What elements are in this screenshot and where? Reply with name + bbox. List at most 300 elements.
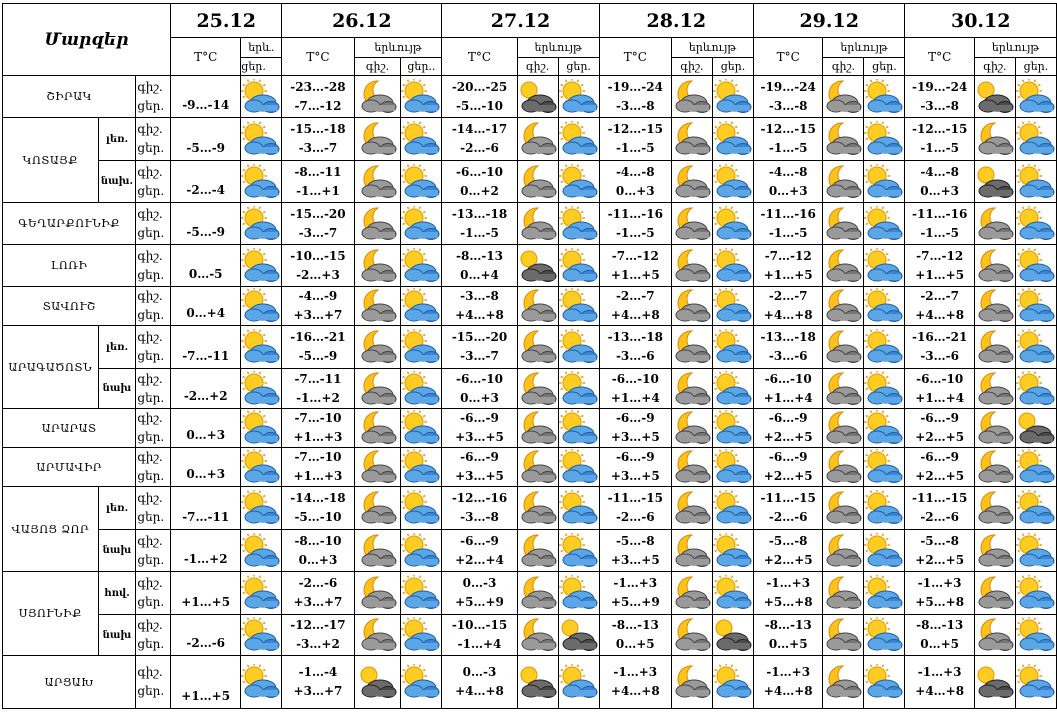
day-temp: +2…+4 <box>455 552 504 567</box>
weather-cell <box>823 369 864 409</box>
day-temp: +5…+9 <box>610 595 660 609</box>
weather-cell <box>517 409 558 448</box>
moon-cloud-icon <box>672 543 712 557</box>
moon-cloud-icon <box>975 132 1015 146</box>
weather-cell <box>712 448 753 487</box>
sun-cloud-icon <box>401 501 441 515</box>
weather-cell <box>558 487 599 530</box>
sun-dark-cloud-icon <box>975 89 1015 103</box>
weather-cell <box>558 656 599 709</box>
temp-range <box>753 572 822 615</box>
temp-range <box>905 572 974 615</box>
day-label: ցեր. <box>137 267 165 282</box>
weather-cell <box>401 530 442 572</box>
weather-cell <box>401 448 442 487</box>
temp-range <box>282 530 354 572</box>
sun-cloud-icon <box>559 543 599 557</box>
weather-cell <box>864 487 905 530</box>
weather-cell <box>354 203 401 245</box>
temp-range <box>905 245 974 287</box>
night-temp: -1…+3 <box>613 665 658 679</box>
sun-dark-cloud-icon <box>1016 421 1056 435</box>
temp-range <box>599 530 671 572</box>
period-labels <box>136 448 171 487</box>
moon-cloud-icon <box>358 460 398 474</box>
region-subzone: նախ <box>98 369 136 409</box>
moon-cloud-icon <box>358 628 398 642</box>
day-temp: +4…+8 <box>763 684 813 698</box>
sun-cloud-icon <box>1016 89 1056 103</box>
temp-range <box>599 326 671 369</box>
temp-range <box>599 572 671 615</box>
day-label: ցեր. <box>137 183 165 198</box>
night-temp: -19…-24 <box>607 79 663 94</box>
weather-cell <box>1015 369 1056 409</box>
night-temp: -11…-15 <box>607 491 663 505</box>
region-subzone: լեռ. <box>98 326 136 369</box>
weather-cell <box>864 203 905 245</box>
weather-cell <box>864 615 905 656</box>
temp-range <box>282 409 354 448</box>
sun-cloud-icon <box>713 89 753 103</box>
region-row <box>3 487 1057 530</box>
sun-cloud-icon <box>864 381 904 395</box>
sun-cloud-icon <box>241 543 281 557</box>
day-temp: -3…-8 <box>768 98 808 113</box>
temp-range <box>599 487 671 530</box>
temp-range <box>753 326 822 369</box>
temp-range <box>442 448 517 487</box>
forecast-table <box>2 3 1057 709</box>
temp-range <box>753 245 822 287</box>
day-temp: -1…+4 <box>457 637 502 651</box>
day-label: ցեր. <box>137 637 165 651</box>
temp-range <box>282 326 354 369</box>
sun-cloud-icon <box>401 89 441 103</box>
night-temp: -1…+3 <box>766 665 811 679</box>
moon-cloud-icon <box>518 460 558 474</box>
weather-cell <box>354 530 401 572</box>
weather-cell <box>517 448 558 487</box>
night-temp: -6…-10 <box>456 371 504 386</box>
day-temp: +1…+5 <box>610 267 660 282</box>
moon-cloud-icon <box>358 258 398 272</box>
day-label: ցեր. <box>137 98 165 113</box>
sun-dark-cloud-icon <box>559 628 599 642</box>
temp-range <box>442 572 517 615</box>
night-temp: -12…-16 <box>451 491 508 505</box>
sun-cloud-icon <box>1016 299 1056 313</box>
night-temp: -1…+3 <box>917 576 962 590</box>
region-name: ՎԱՅՈՑ ՁՈՐ <box>3 487 99 572</box>
day-temp: +3…+5 <box>610 430 660 444</box>
sun-cloud-icon <box>241 381 281 395</box>
temp-range <box>905 615 974 656</box>
weather-cell <box>241 326 282 369</box>
weather-cell <box>517 572 558 615</box>
weather-cell <box>823 656 864 709</box>
temp-range <box>753 615 822 656</box>
temp-header: T°C <box>905 38 974 76</box>
weather-cell <box>354 161 401 203</box>
sun-cloud-icon <box>241 586 281 600</box>
moon-cloud-icon <box>518 543 558 557</box>
sun-cloud-icon <box>559 675 599 689</box>
night-temp: -6…-9 <box>920 411 959 425</box>
weather-cell <box>671 203 712 245</box>
temp-range <box>905 487 974 530</box>
weather-cell <box>712 161 753 203</box>
weather-cell <box>401 656 442 709</box>
moon-cloud-icon <box>518 216 558 230</box>
day-temp: -5…-10 <box>456 98 504 113</box>
weather-cell <box>974 656 1015 709</box>
weather-cell <box>974 572 1015 615</box>
day-temp: -7…-12 <box>294 98 342 113</box>
day-temp: -2…-6 <box>920 510 959 524</box>
sun-cloud-icon <box>241 174 281 188</box>
night-temp: -8…-13 <box>916 618 964 632</box>
day-temp: -5…-10 <box>294 510 342 524</box>
weather-cell <box>974 487 1015 530</box>
weather-cell <box>517 369 558 409</box>
region-row <box>3 656 1057 709</box>
period-labels <box>136 487 171 530</box>
weather-cell <box>974 245 1015 287</box>
weather-cell <box>401 409 442 448</box>
weather-cell <box>974 161 1015 203</box>
sun-cloud-icon <box>401 586 441 600</box>
weather-cell <box>864 76 905 118</box>
sun-cloud-icon <box>713 340 753 354</box>
sun-cloud-icon <box>401 340 441 354</box>
weather-cell <box>241 203 282 245</box>
moon-cloud-icon <box>823 89 863 103</box>
weather-cell <box>558 76 599 118</box>
weather-cell <box>712 326 753 369</box>
weather-cell <box>671 161 712 203</box>
sun-cloud-icon <box>864 460 904 474</box>
weather-cell <box>823 203 864 245</box>
day-temp: 0…+3 <box>460 390 499 405</box>
moon-cloud-icon <box>358 299 398 313</box>
moon-cloud-icon <box>823 132 863 146</box>
day-temp: -3…-8 <box>460 510 499 524</box>
night-temp: -1…+3 <box>766 576 811 590</box>
temp-range <box>442 656 517 709</box>
weather-cell <box>974 530 1015 572</box>
sun-cloud-icon <box>241 675 281 689</box>
moon-cloud-icon <box>358 381 398 395</box>
region-name: ԱՐԱՐԱՏ <box>3 409 136 448</box>
sun-dark-cloud-icon <box>358 675 398 689</box>
night-temp: -8…-10 <box>294 533 342 548</box>
moon-cloud-icon <box>358 421 398 435</box>
sun-cloud-icon <box>401 675 441 689</box>
phenomenon-header: երևույթ <box>354 38 442 58</box>
temp-range <box>442 118 517 161</box>
night-label: գիշ. <box>137 411 163 425</box>
temp-range <box>442 409 517 448</box>
sun-cloud-icon <box>713 543 753 557</box>
weather-cell <box>823 572 864 615</box>
weather-cell <box>864 118 905 161</box>
temp-range <box>753 369 822 409</box>
day-temp: -3…-8 <box>920 98 959 113</box>
date-header: 26.12 <box>282 4 442 38</box>
temp-range <box>905 326 974 369</box>
moon-cloud-icon <box>823 299 863 313</box>
weather-cell <box>974 409 1015 448</box>
weather-cell <box>517 161 558 203</box>
night-label: գիշ. <box>137 618 163 632</box>
weather-cell <box>401 161 442 203</box>
sun-cloud-icon <box>401 460 441 474</box>
region-row <box>3 615 1057 656</box>
temp-range <box>599 448 671 487</box>
night-temp: -7…-12 <box>611 248 659 263</box>
moon-cloud-icon <box>823 174 863 188</box>
sun-cloud-icon <box>1016 543 1056 557</box>
temp-range <box>905 76 974 118</box>
weather-cell <box>401 118 442 161</box>
moon-cloud-icon <box>672 586 712 600</box>
weather-cell <box>671 326 712 369</box>
night-temp: -6…-9 <box>768 411 808 425</box>
temp-range <box>282 487 354 530</box>
sun-cloud-icon <box>864 132 904 146</box>
moon-cloud-icon <box>975 421 1015 435</box>
date-header: 27.12 <box>442 4 599 38</box>
day-label: ցեր. <box>137 510 165 524</box>
weather-cell <box>1015 118 1056 161</box>
night-temp: -6…-9 <box>615 411 655 425</box>
day-label: ցեր. <box>137 390 165 405</box>
region-row <box>3 369 1057 409</box>
weather-cell <box>558 369 599 409</box>
moon-cloud-icon <box>975 460 1015 474</box>
moon-cloud-icon <box>823 216 863 230</box>
region-row <box>3 572 1057 615</box>
period-labels <box>136 572 171 615</box>
moon-cloud-icon <box>823 501 863 515</box>
night-temp: -11…-16 <box>911 206 968 221</box>
day-temp: +2…+5 <box>915 552 965 567</box>
night-temp: -4…-8 <box>615 164 655 179</box>
weather-cell <box>354 287 401 326</box>
phenomenon-header: երևույթ <box>823 38 905 58</box>
sun-cloud-icon <box>401 174 441 188</box>
day-temp: 0…+4 <box>460 267 499 282</box>
sun-cloud-icon <box>713 174 753 188</box>
night-temp: -6…-9 <box>460 533 499 548</box>
day-temp: +1…+3 <box>293 430 343 444</box>
moon-cloud-icon <box>823 258 863 272</box>
weather-cell <box>671 409 712 448</box>
temp-range <box>599 409 671 448</box>
weather-cell <box>671 369 712 409</box>
night-temp: -4…-8 <box>768 164 808 179</box>
night-temp: -7…-10 <box>294 411 342 425</box>
moon-cloud-icon <box>975 299 1015 313</box>
date-header: 25.12 <box>171 4 282 38</box>
temp-25-12: 0…+4 <box>171 287 241 326</box>
temp-range <box>282 615 354 656</box>
night-label: գիշ. <box>137 491 163 505</box>
weather-cell <box>864 572 905 615</box>
temp-range <box>753 118 822 161</box>
night-temp: -23…-28 <box>290 79 346 94</box>
weather-cell <box>354 448 401 487</box>
sun-cloud-icon <box>1016 174 1056 188</box>
moon-cloud-icon <box>823 586 863 600</box>
sun-cloud-icon <box>1016 381 1056 395</box>
moon-cloud-icon <box>975 501 1015 515</box>
night-temp: -6…-10 <box>916 371 964 386</box>
weather-cell <box>823 530 864 572</box>
night-temp: -19…-24 <box>760 79 816 94</box>
weather-cell <box>1015 656 1056 709</box>
temp-range <box>282 161 354 203</box>
weather-cell <box>517 76 558 118</box>
night-temp: -4…-9 <box>298 289 338 303</box>
sun-cloud-icon <box>864 216 904 230</box>
region-row <box>3 287 1057 326</box>
sun-cloud-icon <box>1016 340 1056 354</box>
night-temp: -16…-21 <box>911 330 968 344</box>
weather-cell <box>974 326 1015 369</box>
night-label: գիշ. <box>137 665 163 679</box>
weather-cell <box>823 409 864 448</box>
day-temp: 0…+3 <box>768 183 808 198</box>
sun-dark-cloud-icon <box>518 89 558 103</box>
day-temp: +1…+5 <box>915 267 965 282</box>
night-temp: -2…-7 <box>768 289 808 303</box>
sun-cloud-icon <box>864 258 904 272</box>
weather-cell <box>671 656 712 709</box>
weather-cell <box>517 530 558 572</box>
weather-cell <box>712 118 753 161</box>
region-row <box>3 118 1057 161</box>
night-temp: -12…-15 <box>911 122 968 136</box>
night-temp: -7…-11 <box>294 371 342 386</box>
weather-cell <box>401 76 442 118</box>
moon-cloud-icon <box>518 381 558 395</box>
sun-cloud-icon <box>713 501 753 515</box>
period-labels <box>136 245 171 287</box>
temp-range <box>442 615 517 656</box>
day-temp: -3…-7 <box>298 225 338 240</box>
forecast-body <box>3 76 1057 709</box>
weather-cell <box>974 615 1015 656</box>
night-temp: -8…-13 <box>764 618 812 632</box>
sun-cloud-icon <box>864 89 904 103</box>
sun-cloud-icon <box>713 460 753 474</box>
moon-cloud-icon <box>823 421 863 435</box>
weather-cell <box>241 409 282 448</box>
region-row <box>3 76 1057 118</box>
weather-cell <box>354 409 401 448</box>
day-temp: -2…-6 <box>615 510 655 524</box>
day-temp: -1…-5 <box>615 225 655 240</box>
moon-cloud-icon <box>358 132 398 146</box>
weather-cell <box>401 203 442 245</box>
day-temp: +2…+5 <box>915 469 965 483</box>
temp-25-12: -7…-11 <box>171 487 241 530</box>
region-subzone: հով. <box>98 572 136 615</box>
moon-cloud-icon <box>358 340 398 354</box>
weather-cell <box>241 530 282 572</box>
night-temp: -2…-7 <box>615 289 655 303</box>
sun-cloud-icon <box>401 381 441 395</box>
sun-cloud-icon <box>1016 586 1056 600</box>
day-temp: +4…+8 <box>455 684 504 698</box>
day-label: ցեր. <box>137 141 165 155</box>
weather-cell <box>558 161 599 203</box>
night-label: գիշ. <box>137 450 163 464</box>
weather-cell <box>354 326 401 369</box>
sun-dark-cloud-icon <box>518 675 558 689</box>
moon-cloud-icon <box>672 628 712 642</box>
temp-range <box>442 487 517 530</box>
sun-cloud-icon <box>559 89 599 103</box>
temp-25-12: 0…-5 <box>171 245 241 287</box>
moon-cloud-icon <box>823 340 863 354</box>
region-subzone: լեռ. <box>98 487 136 530</box>
weather-cell <box>241 369 282 409</box>
sun-cloud-icon <box>864 174 904 188</box>
night-temp: -10…-15 <box>290 248 346 263</box>
temp-range <box>753 76 822 118</box>
day-temp: +5…+9 <box>455 595 504 609</box>
weather-cell <box>401 287 442 326</box>
night-subheader: գիշ. <box>671 58 712 76</box>
temp-25-12: +1…+5 <box>171 572 241 615</box>
temp-range <box>753 530 822 572</box>
day-temp: -1…-5 <box>768 141 808 155</box>
regions-header: Մարզեր <box>3 4 171 76</box>
weather-cell <box>712 76 753 118</box>
phenomenon-header: երև. <box>241 38 282 58</box>
night-subheader: գիշ. <box>354 58 401 76</box>
weather-cell <box>517 245 558 287</box>
weather-cell <box>1015 448 1056 487</box>
temp-range <box>599 118 671 161</box>
moon-cloud-icon <box>823 543 863 557</box>
sun-cloud-icon <box>241 132 281 146</box>
weather-cell <box>241 615 282 656</box>
sun-cloud-icon <box>401 216 441 230</box>
weather-cell <box>823 118 864 161</box>
sun-cloud-icon <box>713 381 753 395</box>
temp-range <box>282 118 354 161</box>
day-temp: +1…+4 <box>915 390 965 405</box>
weather-cell <box>558 287 599 326</box>
day-temp: -3…-6 <box>920 349 959 363</box>
sun-cloud-icon <box>559 174 599 188</box>
sun-cloud-icon <box>241 216 281 230</box>
day-temp: -3…-8 <box>615 98 655 113</box>
night-temp: -1…-4 <box>298 665 338 679</box>
moon-cloud-icon <box>672 132 712 146</box>
day-label: ցեր. <box>137 469 165 483</box>
temp-range <box>599 203 671 245</box>
temp-range <box>282 572 354 615</box>
sun-cloud-icon <box>1016 675 1056 689</box>
sun-cloud-icon <box>559 586 599 600</box>
day-temp: +3…+5 <box>455 469 504 483</box>
sun-cloud-icon <box>1016 460 1056 474</box>
